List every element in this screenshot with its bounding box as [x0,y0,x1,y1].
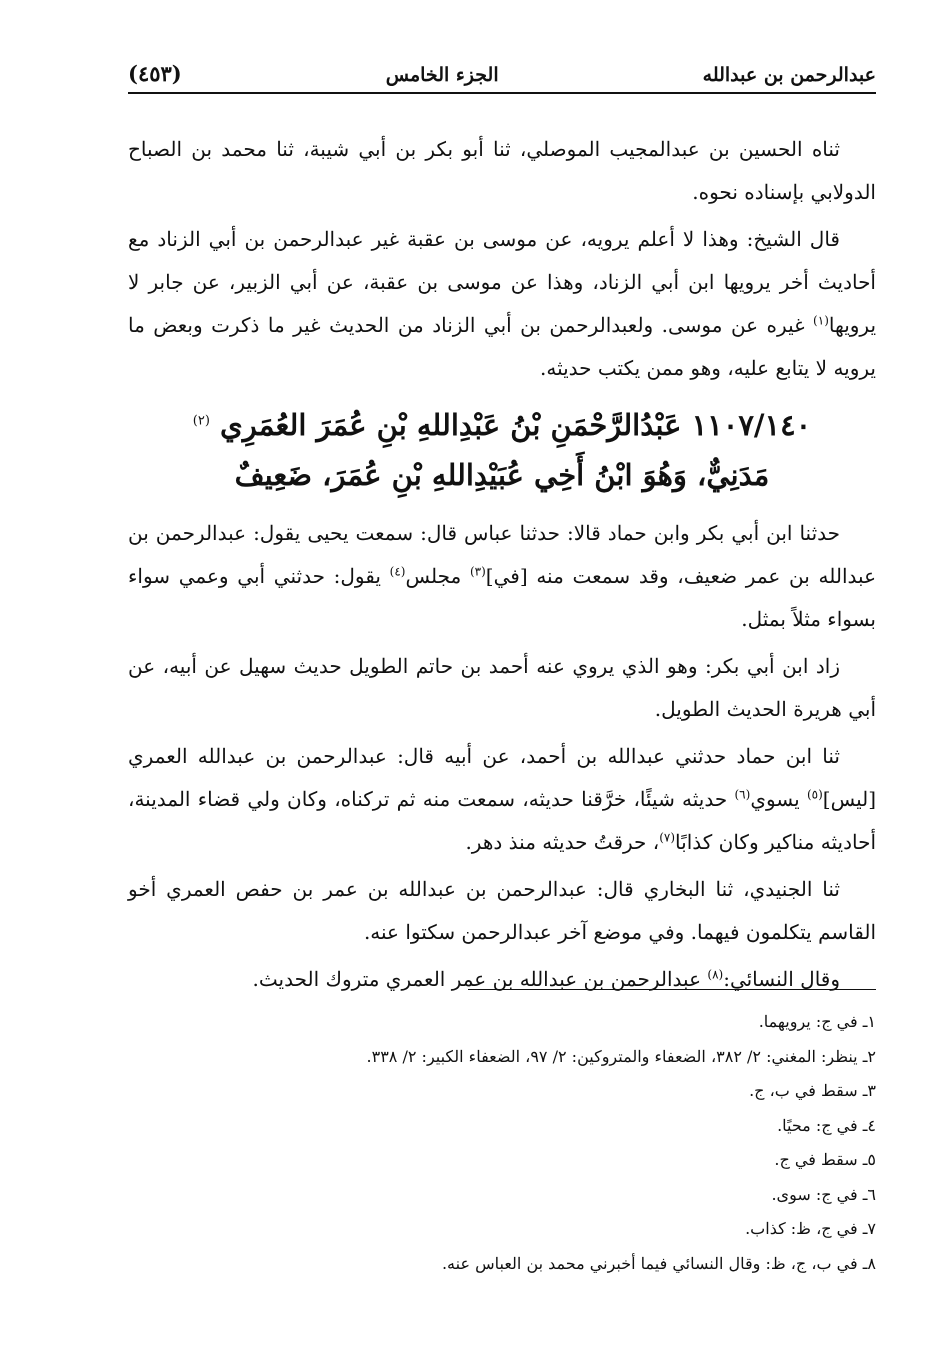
entry-heading-name: ١١٠٧/١٤٠ عَبْدُالرَّحْمَنِ بْنُ عَبْدِاللهِ بْنِ عُمَرَ العُمَرِي [220,408,812,442]
footnote-item: ٥ـ سقط في ج. [774,1150,876,1169]
paragraph-7 [128,958,876,1001]
paragraph-5-text-c: حديثه شيئًا، خرَّقنا حديثه، سمعت منه ثم تركناه، وكان ولي قضاء المدينة، أحاديثه مناكير وكان كذابًا [128,787,876,854]
paragraph-2-text-b: غيره عن موسى. ولعبدالرحمن بن أبي الزناد من الحديث غير ما ذكرت وبعض ما يرويه لا يتابع عليه، وهو ممن يكتب حديثه. [128,313,876,380]
paragraph-5 [128,735,876,864]
paragraph-3-text-a: حدثنا ابن أبي بكر وابن حماد قالا: حدثنا عباس قال: سمعت يحيى يقول: عبدالرحمن بن عبدالله بن عمر ضعيف، وقد سمعت منه [في] [128,521,877,588]
footnote-ref-4: (٤) [389,564,406,579]
footnote-item: ٣ـ سقط في ب، ج. [749,1081,876,1100]
page-number: (٤٥٣) [128,61,182,86]
footnote-item: ٨ـ في ب، ج، ظ: وقال النسائي فيما أخبرني محمد بن العباس عنه. [441,1253,876,1273]
running-header [128,50,876,94]
footnote-ref-2: (٢) [192,413,210,429]
footnote-ref-7: (٧) [659,830,676,845]
footnote-ref-3: (٣) [469,564,486,579]
paragraph-2-text-a: قال الشيخ: وهذا لا أعلم يرويه، عن موسى بن عقبة غير عبدالرحمن بن أبي الزناد مع أحاديث أخر يرويها ابن أبي الزناد، وهذا عن موسى بن عقبة، عن أبي الزبير، عن جابر لا يرويها [128,227,877,337]
paragraph-1: ثناه الحسين بن عبدالمجيب الموصلي، ثنا أبو بكر بن أبي شيبة، ثنا محمد بن الصباح الدولابي بإسناده نحوه. [128,137,876,204]
paragraph-7-text-b: عبدالرحمن بن عبدالله بن عمر العمري متروك الحديث. [252,967,702,991]
paragraph-7-text-a: وقال النسائي: [723,967,840,991]
footnote-ref-1: (١) [813,313,829,328]
paragraph-3 [128,512,876,641]
footnote-item: ٧ـ في ج، ظ: كذاب. [745,1219,876,1238]
header-section-title: عبدالرحمن بن عبدالله [702,64,876,86]
paragraph-5-text-d: ، حرقتُ حديثه منذ دهر. [465,830,660,854]
paragraph-3-text-c: يقول: حدثني أبي وعمي سواء بسواء مثلاً بمثل. [128,564,876,631]
entry-heading-line-2: مَدَنِيٌّ، وَهُوَ ابْنُ أَخِي عُبَيْدِاللهِ بْنِ عُمَرَ، ضَعِيفٌ [234,458,770,492]
entry-heading [128,400,876,500]
paragraph-4: زاد ابن أبي بكر: وهو الذي يروي عنه أحمد بن حاتم الطويل حديث سهيل عن أبيه، عن أبي هريرة الحديث الطويل. [128,654,876,721]
footnote-item: ١ـ في ج: يرويهما. [758,1012,876,1031]
footnote-item: ٢ـ ينظر: المغني: ٢/ ٣٨٢، الضعفاء والمتروكين: ٢/ ٩٧، الضعفاء الكبير: ٢/ ٣٣٨. [366,1046,876,1066]
footnotes-list [128,1005,876,1281]
footnote-item: ٤ـ في ج: محيًا. [777,1115,876,1135]
main-text [128,128,876,1005]
paragraph-3-text-b: مجلس [405,564,462,588]
entry-heading-line-1 [128,400,876,450]
footnote-ref-5: (٥) [806,787,823,802]
header-volume-title: الجزء الخامس [385,64,499,86]
paragraph-2 [128,218,876,390]
footnote-ref-6: (٦) [734,787,751,802]
paragraph-5-text-a: ثنا ابن حماد حدثني عبدالله بن أحمد، عن أبيه قال: عبدالرحمن بن عبدالله العمري [ليس] [128,744,877,811]
footnote-ref-8: (٨) [707,967,724,982]
paragraph-6: ثنا الجنيدي، ثنا البخاري قال: عبدالرحمن بن عبدالله بن عمر بن حفص العمري أخو القاسم يتكلمون فيهما. وفي موضع آخر عبدالرحمن سكتوا عنه. [128,877,876,944]
footnote-item: ٦ـ في ج: سوى. [771,1184,876,1204]
footnote-separator [468,989,876,990]
paragraph-5-text-b: يسوي [750,787,800,811]
